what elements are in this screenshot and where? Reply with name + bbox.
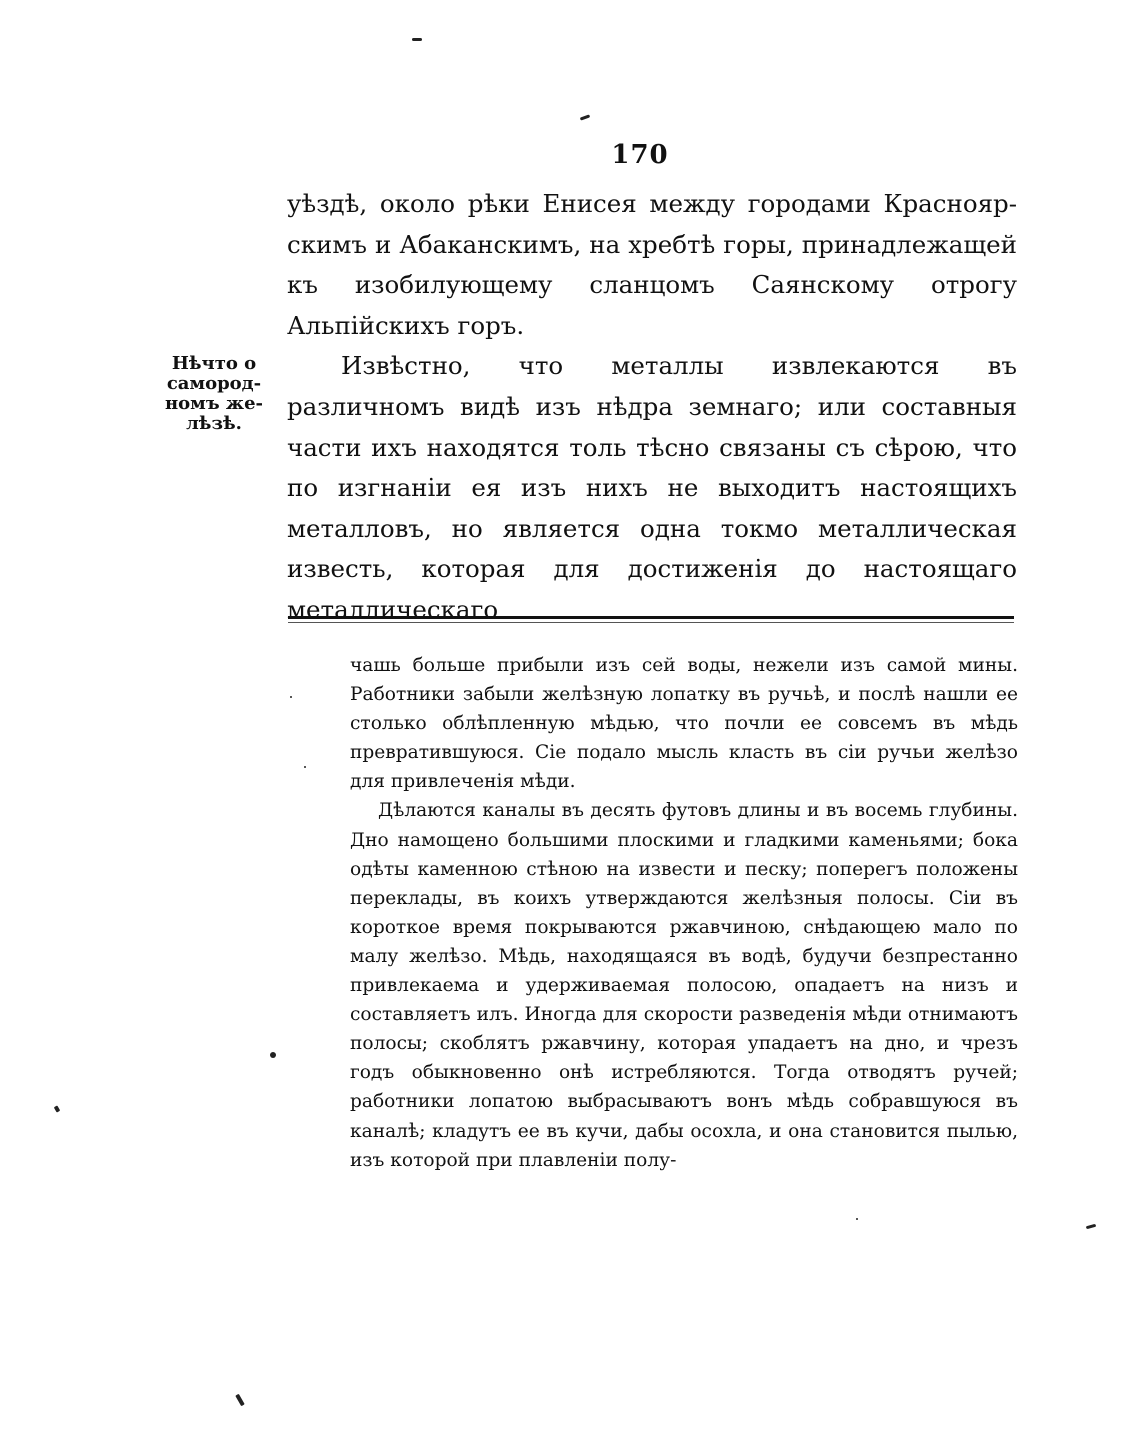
- scan-speck: [304, 766, 306, 768]
- scan-speck: [580, 114, 590, 120]
- margin-note: [164, 354, 264, 434]
- scan-speck: [54, 1105, 60, 1112]
- margin-note-line: Нѣчто о: [171, 353, 257, 374]
- margin-note-line: номъ же-: [165, 393, 263, 414]
- footnote-divider: [288, 616, 1014, 619]
- main-text-block: [287, 184, 1017, 631]
- margin-note-line: лѣзѣ.: [186, 413, 242, 434]
- scan-speck: [290, 696, 292, 698]
- margin-note-line: самород-: [166, 373, 262, 394]
- page-number: 170: [611, 140, 669, 170]
- main-paragraph-continued: уѣздѣ, около рѣки Енисея между городами Красноярскимъ и Абаканскимъ, на хребтѣ горы, принадлежащей къ изобилующему сланцомъ Саянскому отрогу Альпійскихъ горъ.: [287, 189, 1017, 340]
- scan-speck: [235, 1394, 244, 1406]
- scan-speck: [1086, 1224, 1096, 1229]
- scan-speck: [412, 38, 422, 41]
- footnote-paragraph-1: чашь больше прибыли изъ сей воды, нежели изъ самой мины. Работники забыли желѣзную лопатку въ ручьѣ, и послѣ нашли ее столько облѣпленную мѣдью, что почли ее совсемъ въ мѣдь превратившуюся. Сіе подало мысль класть въ сіи ручьи желѣзо для привлеченія мѣди.: [350, 655, 1018, 793]
- footnote-paragraph-2: Дѣлаются каналы въ десять футовъ длины и въ восемь глубины. Дно намощено большими плоскими и гладкими каменьями; бока одѣты каменною стѣною на извести и песку; поперегъ положены переклады, въ коихъ утверждаются желѣзныя полосы. Сіи въ короткое время покрываются ржавчиною, снѣдающею мало по малу желѣзо. Мѣдь, находящаяся въ водѣ, будучи безпрестанно привлекаема и удерживаемая полосою, опадаетъ на низъ и составляетъ илъ. Иногда для скорости разведенія мѣди отнимаютъ полосы; скоблятъ ржавчину, которая упадаетъ на дно, и чрезъ годъ обыкновенно онѣ истребляются. Тогда отводятъ ручей; работники лопатою выбрасываютъ вонъ мѣдь собравшуюся въ каналѣ; кладутъ ее въ кучи, дабы осохла, и она становится пылью, изъ которой при плавленіи полу-: [350, 800, 1018, 1171]
- scan-speck: [270, 1052, 276, 1058]
- scan-speck: [856, 1218, 858, 1220]
- footnote-block: [350, 651, 1018, 1175]
- main-paragraph-metals: Извѣстно, что металлы извлекаются въ различномъ видѣ изъ нѣдра земнаго; или составныя части ихъ находятся толь тѣсно связаны съ сѣрою, что по изгнаніи ея изъ нихъ не выходитъ настоящихъ металловъ, но является одна токмо металлическая известь, которая для достиженія до настоящаго металлическаго: [287, 351, 1017, 624]
